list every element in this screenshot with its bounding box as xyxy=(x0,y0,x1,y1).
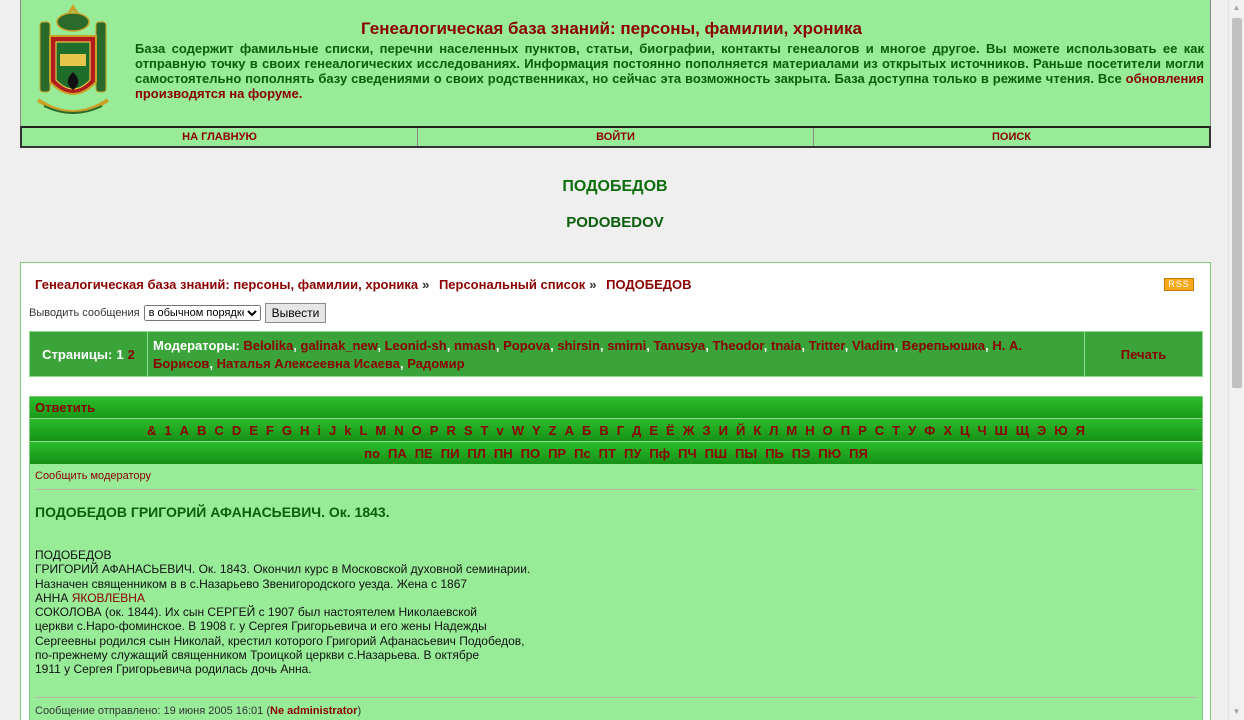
letter-link[interactable]: ПЕ xyxy=(414,445,433,461)
letter-link[interactable]: A xyxy=(179,422,190,438)
letter-link[interactable]: ПИ xyxy=(440,445,460,461)
letter-link[interactable]: И xyxy=(718,422,728,438)
post-line: СОКОЛОВА (ок. 1844). Их сын СЕРГЕЙ с 1907 был настоятелем Николаевской xyxy=(35,605,478,620)
letter-link[interactable]: Ш xyxy=(994,422,1008,438)
letter-link[interactable]: ПЫ xyxy=(735,445,758,461)
letter-link[interactable]: Е xyxy=(649,422,659,438)
page-current: 1 xyxy=(116,346,124,362)
top-navigation xyxy=(20,126,1211,148)
letter-link[interactable]: J xyxy=(328,422,337,438)
letter-link[interactable]: i xyxy=(317,422,321,438)
letter-link[interactable]: Н xyxy=(805,422,815,438)
moderator-link[interactable]: Vladim xyxy=(851,338,895,353)
letter-link[interactable]: Ч xyxy=(977,422,987,438)
list-comma: , xyxy=(894,338,899,353)
post-line: Сергеевны родился сын Николай, крестил которого Григорий Афанасьевич Подобедов, xyxy=(35,633,525,648)
letter-link[interactable]: Х xyxy=(943,422,952,438)
show-messages-button[interactable]: Вывести xyxy=(265,303,327,323)
letter-link[interactable]: ПА xyxy=(387,445,407,461)
intro-text: База содержит фамильные списки, перечни населенных пунктов, статьи, биографии, контакты генеалогов и многое другое. Вы можете использовать ее как отправную точку в своих генеалогических исследованиях. Информация постоянно пополняется материалами из открытых источников. Раньше посетители могли самостоятельно пополнять базу сведениями о своих родственниках, но сейчас эта возможность закрыта. База доступна только в режиме чтения. Все xyxy=(135,41,1204,86)
letter-link[interactable]: Z xyxy=(548,422,557,438)
letter-link[interactable]: О xyxy=(822,422,833,438)
post-line: Назначен священником в в с.Назарьево Звенигородского уезда. Жена с 1867 xyxy=(35,576,468,591)
letter-link[interactable]: Ц xyxy=(959,422,970,438)
post-line: ПОДОБЕДОВ xyxy=(35,548,112,562)
sent-close: ) xyxy=(357,705,362,717)
letter-link[interactable]: Щ xyxy=(1015,422,1029,438)
scrollbar-thumb[interactable] xyxy=(1232,18,1242,388)
letter-link[interactable]: У xyxy=(908,422,917,438)
moderator-link[interactable]: Радомир xyxy=(407,356,465,371)
moderator-link[interactable]: nmash xyxy=(453,338,496,353)
post-title: ПОДОБЕДОВ ГРИГОРИЙ АФАНАСЬЕВИЧ. Ок. 1843. xyxy=(35,504,390,520)
site-title: Генеалогическая база знаний: персоны, фамилии, хроника xyxy=(361,19,862,38)
post-line-prefix: АННА xyxy=(35,590,69,605)
list-comma: , xyxy=(446,338,451,353)
post-line: церкви с.Наро-фоминское. В 1908 г. у Сергея Григорьевича и его жены Надежды xyxy=(35,619,487,634)
letter-link[interactable]: П xyxy=(840,422,851,438)
list-comma: , xyxy=(844,338,849,353)
letter-link[interactable]: Ф xyxy=(924,422,936,438)
letter-link[interactable]: & xyxy=(147,422,157,438)
letter-link[interactable]: ПШ xyxy=(704,445,728,461)
list-comma: , xyxy=(705,338,709,353)
letter-link[interactable]: ПЛ xyxy=(467,445,486,461)
list-comma: , xyxy=(763,338,768,353)
letter-link[interactable]: Я xyxy=(1075,422,1085,438)
list-comma: , xyxy=(293,338,297,353)
moderator-link[interactable]: Popova xyxy=(503,338,551,353)
nav-login[interactable]: ВОЙТИ xyxy=(418,128,814,146)
letter-link[interactable]: Й xyxy=(735,422,746,438)
list-comma: , xyxy=(985,338,989,353)
breadcrumb-separator: » xyxy=(589,277,597,292)
breadcrumb-personal-list[interactable]: Персональный список xyxy=(438,277,586,292)
moderator-names xyxy=(153,338,1022,371)
letter-link[interactable]: L xyxy=(359,422,368,438)
letter-link[interactable]: Пф xyxy=(649,445,671,461)
breadcrumb-separator: » xyxy=(422,277,430,292)
letter-link[interactable]: ПЧ xyxy=(678,445,697,461)
letter-link[interactable]: Пс xyxy=(574,445,591,461)
letter-link[interactable]: К xyxy=(753,422,762,438)
moderators-label: Модераторы: xyxy=(153,338,240,353)
letter-link[interactable]: T xyxy=(480,422,489,438)
list-comma: , xyxy=(399,356,404,371)
list-comma: , xyxy=(209,356,214,371)
sort-label: Выводить сообщения xyxy=(29,307,140,319)
post xyxy=(29,396,1203,720)
moderator-link[interactable]: tnaia xyxy=(771,338,802,353)
report-to-moderator-link[interactable]: Сообщить модератору xyxy=(35,470,151,482)
moderator-link[interactable]: Theodor xyxy=(712,338,764,353)
nav-home[interactable]: НА ГЛАВНУЮ xyxy=(22,128,418,146)
letter-link[interactable]: W xyxy=(511,422,524,438)
moderator-link[interactable]: Верепьюшка xyxy=(901,338,986,353)
print-link[interactable]: Печать xyxy=(1120,346,1167,362)
post-divider xyxy=(35,697,1197,698)
moderator-link[interactable]: Н. А. Борисов xyxy=(153,338,1023,371)
letter-link[interactable]: Ж xyxy=(682,422,695,438)
post-meta xyxy=(35,705,361,717)
surname-heading-latin: PODOBEDOV xyxy=(566,214,664,231)
author-link[interactable]: Ne administrator xyxy=(270,705,358,717)
moderator-link[interactable]: Наталья Алексеевна Исаева xyxy=(216,356,400,371)
post-line xyxy=(35,591,735,605)
letter-link[interactable]: ПР xyxy=(548,445,567,461)
moderator-link[interactable]: Tritter xyxy=(808,338,845,353)
letter-link[interactable]: Ё xyxy=(666,422,675,438)
letter-link[interactable]: Б xyxy=(581,422,592,438)
list-comma: , xyxy=(495,338,500,353)
breadcrumb-current[interactable]: ПОДОБЕДОВ xyxy=(606,277,692,292)
letter-link[interactable]: G xyxy=(281,422,292,438)
letter-link[interactable]: Д xyxy=(632,422,642,438)
letter-link[interactable]: Р xyxy=(858,422,867,438)
letter-link[interactable]: З xyxy=(702,422,711,438)
moderator-link[interactable]: Belolika xyxy=(243,338,294,353)
list-comma: , xyxy=(801,338,805,353)
site-intro xyxy=(135,41,1204,101)
nav-search[interactable]: ПОИСК xyxy=(991,131,1032,143)
rss-icon[interactable]: RSS xyxy=(1164,278,1194,291)
scroll-down-icon[interactable]: ▼ xyxy=(1232,707,1241,716)
reply-link[interactable]: Ответить xyxy=(30,397,1202,418)
person-link[interactable]: ЯКОВЛЕВНА xyxy=(71,590,145,605)
pagination xyxy=(30,332,148,376)
letter-link[interactable]: Л xyxy=(769,422,779,438)
list-comma: , xyxy=(599,338,604,353)
forum-link[interactable]: обновления производятся на форуме. xyxy=(135,71,1204,101)
topic-panel xyxy=(20,262,1211,720)
list-comma: , xyxy=(377,338,381,353)
letter-link[interactable]: Ю xyxy=(1054,422,1068,438)
post-divider xyxy=(35,489,1197,490)
topic-info-bar xyxy=(29,331,1203,377)
letter-link[interactable]: k xyxy=(344,422,352,438)
letter-link[interactable]: ПН xyxy=(493,445,513,461)
letter-link[interactable]: ПЬ xyxy=(765,445,784,461)
letter-link[interactable]: M xyxy=(375,422,387,438)
letter-link[interactable]: N xyxy=(394,422,404,438)
letter-link[interactable]: H xyxy=(299,422,310,438)
breadcrumb-home[interactable]: Генеалогическая база знаний: персоны, фамилии, хроника xyxy=(35,277,419,292)
surname-heading: ПОДОБЕДОВ xyxy=(562,178,668,195)
post-line: по-прежнему служащий священником Троицкой церкви с.Назарьева. В октябре xyxy=(35,648,480,663)
letter-link[interactable]: O xyxy=(411,422,422,438)
moderator-link[interactable]: smirni xyxy=(607,338,647,353)
sent-date: Сообщение отправлено: 19 июня 2005 16:01 ( xyxy=(35,705,271,717)
letter-link[interactable]: ПЯ xyxy=(849,445,868,461)
letter-link[interactable]: R xyxy=(446,422,456,438)
moderator-link[interactable]: galinak_new xyxy=(300,338,378,353)
moderators-list xyxy=(148,332,1085,376)
letter-link[interactable]: ПЮ xyxy=(818,445,842,461)
post-line: ГРИГОРИЙ АФАНАСЬЕВИЧ. Ок. 1843. Окончил курс в Московской духовной семинарии. xyxy=(35,562,531,577)
letter-link[interactable]: А xyxy=(564,422,574,438)
page-scrollbar[interactable] xyxy=(1228,0,1244,720)
letter-link[interactable]: F xyxy=(265,422,274,438)
post-body xyxy=(35,548,735,677)
breadcrumb xyxy=(35,277,692,292)
letter-link[interactable]: Т xyxy=(892,422,901,438)
letter-link[interactable]: по xyxy=(364,445,380,461)
letter-link[interactable]: В xyxy=(599,422,609,438)
post-line: 1911 у Сергея Григорьевича родилась дочь Анна. xyxy=(35,662,312,677)
letter-link[interactable]: Г xyxy=(616,422,625,438)
letter-link[interactable]: E xyxy=(249,422,258,438)
sort-order-select[interactable] xyxy=(144,305,261,321)
letter-link[interactable]: ПО xyxy=(520,445,541,461)
scroll-up-icon[interactable]: ▲ xyxy=(1232,3,1241,12)
alphabet-index xyxy=(30,418,1202,441)
letter-link[interactable]: М xyxy=(786,422,798,438)
letter-link[interactable]: Y xyxy=(531,422,541,438)
letter-link[interactable]: С xyxy=(874,422,885,438)
letter-link[interactable]: B xyxy=(197,422,207,438)
page-link-2[interactable]: 2 xyxy=(127,346,135,362)
moderator-link[interactable]: Leonid-sh xyxy=(384,338,447,353)
list-comma: , xyxy=(646,338,650,353)
letter-link[interactable]: C xyxy=(214,422,224,438)
letter-link[interactable]: D xyxy=(231,422,242,438)
site-header xyxy=(20,0,1211,127)
letter-link[interactable]: P xyxy=(429,422,439,438)
letter-link[interactable]: ПЭ xyxy=(791,445,811,461)
letter-link[interactable]: S xyxy=(463,422,473,438)
sort-controls xyxy=(29,303,326,323)
letter-link[interactable]: v xyxy=(496,422,504,438)
letter-link[interactable]: 1 xyxy=(164,422,172,438)
subindex-letters xyxy=(30,441,1202,464)
letter-link[interactable]: ПУ xyxy=(623,445,642,461)
letter-link[interactable]: ПТ xyxy=(598,445,616,461)
letter-link[interactable]: Э xyxy=(1036,422,1047,438)
moderator-link[interactable]: shirsin xyxy=(557,338,600,353)
society-emblem-logo[interactable] xyxy=(32,2,114,122)
moderator-link[interactable]: Tanusya xyxy=(653,338,706,353)
pages-label: Страницы: xyxy=(42,346,113,362)
list-comma: , xyxy=(550,338,554,353)
